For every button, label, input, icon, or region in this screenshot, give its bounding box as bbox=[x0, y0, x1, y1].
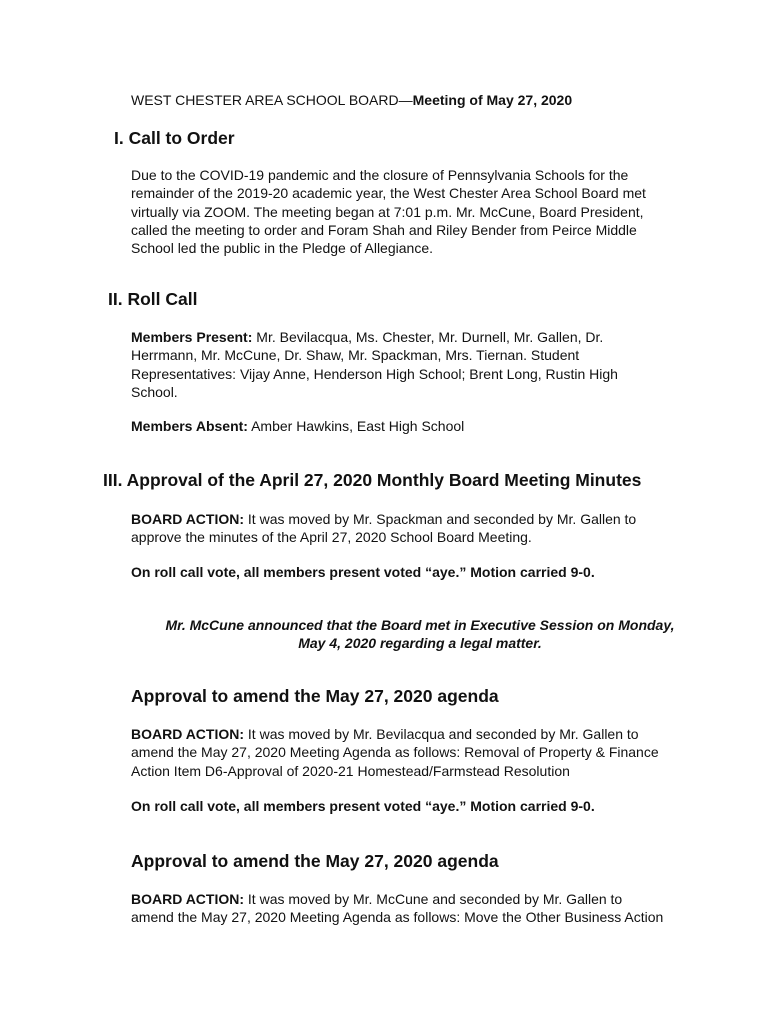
section-heading-call-to-order: I. Call to Order bbox=[114, 128, 235, 148]
board-action-paragraph bbox=[131, 890, 731, 927]
members-present-label: Members Present: bbox=[131, 329, 253, 345]
paragraph-line: amend the May 27, 2020 Meeting Agenda as follows: Removal of Property & Finance bbox=[131, 744, 659, 761]
announcement-line: Mr. McCune announced that the Board met in Executive Session on Monday, bbox=[165, 617, 675, 633]
members-absent-text: Amber Hawkins, East High School bbox=[247, 418, 465, 434]
paragraph-line: It was moved by Mr. Bevilacqua and seconded by Mr. Gallen to bbox=[244, 726, 639, 742]
paragraph-line: approve the minutes of the April 27, 2020 School Board Meeting. bbox=[131, 529, 532, 546]
vote-result: On roll call vote, all members present voted “aye.” Motion carried 9-0. bbox=[131, 564, 595, 580]
section-heading-amend-agenda: Approval to amend the May 27, 2020 agenda bbox=[131, 686, 499, 706]
call-to-order-paragraph bbox=[131, 166, 731, 257]
executive-session-announcement bbox=[100, 616, 740, 653]
paragraph-line: Due to the COVID-19 pandemic and the closure of Pennsylvania Schools for the bbox=[131, 167, 629, 183]
section-heading-roll-call: II. Roll Call bbox=[108, 289, 198, 309]
announcement-line: May 4, 2020 regarding a legal matter. bbox=[298, 635, 542, 652]
section-heading-amend-agenda: Approval to amend the May 27, 2020 agenda bbox=[131, 851, 499, 871]
board-action-label: BOARD ACTION: bbox=[131, 726, 245, 742]
paragraph-line: Mr. Bevilacqua, Ms. Chester, Mr. Durnell, Mr. Gallen, Dr. bbox=[252, 329, 604, 345]
board-action-paragraph bbox=[131, 725, 731, 780]
members-absent-paragraph bbox=[131, 417, 731, 435]
board-action-label: BOARD ACTION: bbox=[131, 891, 245, 907]
document-header bbox=[131, 92, 572, 108]
header-meeting: Meeting of May 27, 2020 bbox=[412, 92, 573, 108]
paragraph-line: called the meeting to order and Foram Shah and Riley Bender from Peirce Middle bbox=[131, 221, 637, 238]
members-present-paragraph bbox=[131, 328, 731, 401]
paragraph-line: Representatives: Vijay Anne, Henderson High School; Brent Long, Rustin High bbox=[131, 365, 618, 382]
paragraph-line: remainder of the 2019-20 academic year, the West Chester Area School Board met bbox=[131, 185, 646, 202]
paragraph-line: School led the public in the Pledge of Allegiance. bbox=[131, 240, 433, 257]
paragraph-line: It was moved by Mr. Spackman and seconded by Mr. Gallen to bbox=[244, 511, 637, 527]
vote-result: On roll call vote, all members present voted “aye.” Motion carried 9-0. bbox=[131, 798, 595, 814]
board-action-paragraph bbox=[131, 510, 731, 547]
paragraph-line: amend the May 27, 2020 Meeting Agenda as follows: Move the Other Business Action bbox=[131, 909, 664, 926]
board-action-label: BOARD ACTION: bbox=[131, 511, 245, 527]
paragraph-line: virtually via ZOOM. The meeting began at 7:01 p.m. Mr. McCune, Board President, bbox=[131, 203, 644, 220]
paragraph-line: Herrmann, Mr. McCune, Dr. Shaw, Mr. Spackman, Mrs. Tiernan. Student bbox=[131, 347, 580, 364]
paragraph-line: Action Item D6-Approval of 2020-21 Homestead/Farmstead Resolution bbox=[131, 762, 570, 779]
paragraph-line: School. bbox=[131, 383, 178, 400]
members-absent-label: Members Absent: bbox=[131, 418, 248, 434]
header-org: WEST CHESTER AREA SCHOOL BOARD— bbox=[131, 92, 413, 108]
paragraph-line: It was moved by Mr. McCune and seconded by Mr. Gallen to bbox=[244, 891, 623, 907]
section-heading-approval-minutes: III. Approval of the April 27, 2020 Monthly Board Meeting Minutes bbox=[103, 470, 642, 490]
